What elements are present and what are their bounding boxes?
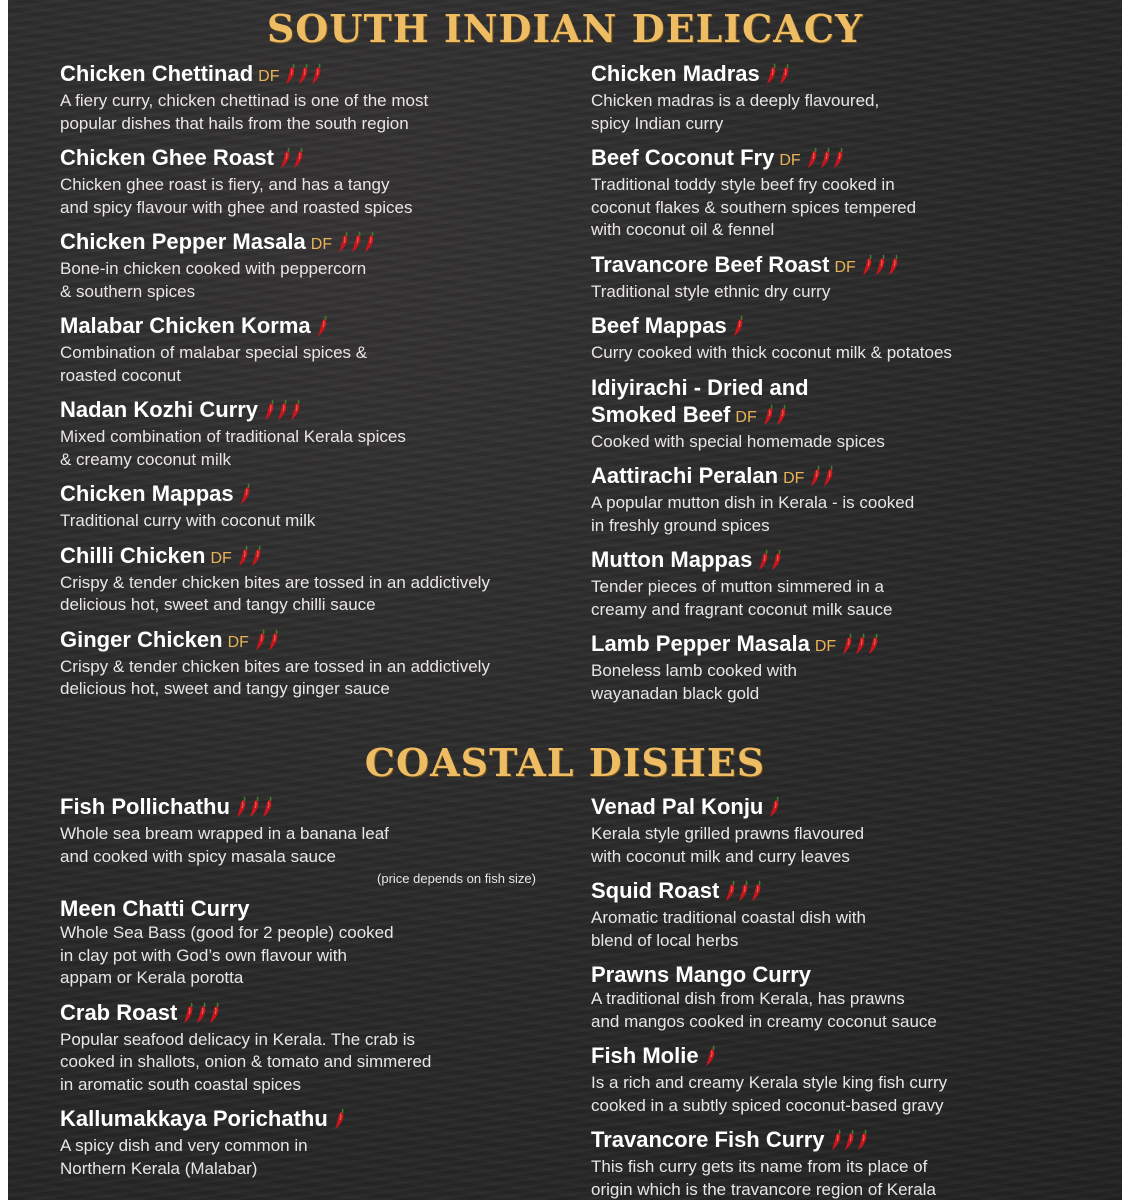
chilli-icon: [238, 545, 249, 567]
dish-description: Chicken ghee roast is fiery, and has a tangy and spicy flavour with ghee and roasted spices: [60, 175, 413, 217]
dish-name: Beef Coconut Fry: [591, 145, 775, 170]
section-title-coastal: COASTAL DISHES: [364, 740, 766, 785]
dish-name-row: [591, 251, 1091, 281]
dish-description: A traditional dish from Kerala, has prawns and mangos cooked in creamy coconut sauce: [591, 989, 937, 1031]
menu-item-beef-mappas: [591, 312, 1091, 365]
dish-name-row: [60, 626, 560, 656]
spice-level: [862, 254, 901, 281]
chilli-icon: [733, 315, 744, 337]
dairy-free-badge: DF: [735, 408, 757, 426]
price-note: (price depends on fish size): [377, 871, 536, 886]
chilli-icon: [857, 1129, 868, 1151]
dish-name-row: [60, 480, 560, 510]
menu-item-nadan-kozhi-curry: [60, 396, 560, 471]
chilli-icon: [868, 633, 879, 655]
dish-name-row: [60, 60, 560, 90]
chilli-icon: [268, 629, 279, 651]
dish-description: Mixed combination of traditional Kerala spices & creamy coconut milk: [60, 427, 406, 469]
chilli-icon: [776, 404, 787, 426]
dish-name-row: [591, 961, 1091, 988]
menu-item-mutton-mappas: [591, 546, 1091, 621]
chilli-icon: [290, 399, 301, 421]
dish-name: Aattirachi Peralan: [591, 463, 779, 488]
dish-description: Whole Sea Bass (good for 2 people) cooked in clay pot with God’s own flavour with appam or Kerala porotta: [60, 923, 394, 987]
chilli-icon: [888, 254, 899, 276]
dish-name: Travancore Beef Roast: [591, 251, 830, 277]
dish-description: Traditional curry with coconut milk: [60, 511, 316, 530]
dish-name: Idiyirachi - Dried and Smoked Beef: [591, 374, 809, 427]
chilli-icon: [751, 880, 762, 902]
dish-description: Is a rich and creamy Kerala style king fish curry cooked in a subtly spiced coconut-based gravy: [591, 1073, 948, 1115]
dairy-free-badge: DF: [210, 549, 232, 567]
chilli-icon: [862, 254, 873, 276]
spice-level: [763, 404, 789, 431]
dish-name-row: [60, 396, 560, 426]
menu-item-chilli-chicken: [60, 542, 560, 617]
dish-name-row: [591, 374, 841, 431]
menu-item-beef-coconut-fry: [591, 144, 1091, 242]
dish-name: Ginger Chicken: [60, 626, 223, 652]
dish-description: Crispy & tender chicken bites are tossed in an addictively delicious hot, sweet and tangy chilli sauce: [60, 572, 490, 614]
dish-name-row: [60, 1105, 540, 1135]
dish-name: Chilli Chicken: [60, 542, 206, 568]
chilli-icon: [855, 633, 866, 655]
menu-item-ginger-chicken: [60, 626, 560, 701]
menu-item-chicken-mappas: [60, 480, 560, 533]
spice-level: [831, 1129, 870, 1156]
menu-item-squid-roast: [591, 877, 1091, 952]
spice-level: [280, 147, 306, 174]
menu-item-travancore-fish-curry: [591, 1126, 1091, 1200]
coastal-left-column: [60, 793, 540, 1189]
spice-level: [758, 549, 784, 576]
dish-description: Popular seafood delicacy in Kerala. The crab is cooked in shallots, onion & tomato and simmered in aromatic south coastal spices: [60, 1029, 432, 1094]
menu-item-aattirachi-peralan: [591, 462, 1091, 537]
menu-item-chicken-chettinad: [60, 60, 560, 135]
chilli-icon: [298, 63, 309, 85]
dish-name: Lamb Pepper Masala: [591, 631, 810, 656]
dish-name-row: [60, 144, 560, 174]
menu-item-kallumakkaya-porichathu: [60, 1105, 540, 1180]
chilli-icon: [317, 315, 328, 337]
spice-level: [769, 796, 782, 823]
chilli-icon: [766, 63, 777, 85]
spice-level: [725, 880, 764, 907]
dish-name-row: [591, 793, 1091, 823]
chilli-icon: [844, 1129, 855, 1151]
chilli-icon: [820, 147, 831, 169]
dish-name-row: [591, 546, 1091, 576]
chilli-icon: [351, 231, 362, 253]
menu-item-malabar-chicken-korma: [60, 312, 560, 387]
dish-name-row: [591, 1042, 1091, 1072]
chilli-icon: [725, 880, 736, 902]
chilli-icon: [277, 399, 288, 421]
spice-level: [733, 315, 746, 342]
chilli-icon: [262, 796, 273, 818]
dish-name: Fish Pollichathu: [60, 794, 230, 819]
dish-name: Nadan Kozhi Curry: [60, 397, 259, 422]
dish-name: Crab Roast: [60, 999, 178, 1025]
dish-name-row: [591, 60, 1091, 90]
chilli-icon: [338, 231, 349, 253]
dish-description: Tender pieces of mutton simmered in a creamy and fragrant coconut milk sauce: [591, 577, 893, 619]
dish-description: Cooked with special homemade spices: [591, 431, 885, 451]
menu-item-fish-pollichathu: [60, 793, 540, 886]
menu-item-lamb-pepper-masala: [591, 630, 1091, 705]
chilli-icon: [264, 399, 275, 421]
chilli-icon: [769, 796, 780, 818]
dish-name: Squid Roast: [591, 878, 720, 903]
chilli-icon: [823, 465, 834, 487]
chilli-icon: [807, 147, 818, 169]
dish-description: Boneless lamb cooked with wayanadan black gold: [591, 661, 798, 703]
spice-level: [766, 63, 792, 90]
dish-name-row: [60, 228, 560, 258]
menu-item-chicken-madras: [591, 60, 1091, 135]
dish-name-row: [591, 312, 1091, 342]
dish-name: Chicken Madras: [591, 61, 760, 86]
chilli-icon: [779, 63, 790, 85]
chilli-icon: [240, 483, 251, 505]
dairy-free-badge: DF: [779, 152, 801, 169]
dish-name: Travancore Fish Curry: [591, 1127, 825, 1152]
dish-name: Venad Pal Konju: [591, 794, 764, 819]
dish-name: Mutton Mappas: [591, 547, 753, 572]
dairy-free-badge: DF: [258, 68, 280, 85]
chilli-icon: [763, 404, 774, 426]
spice-level: [334, 1108, 347, 1135]
chilli-icon: [251, 545, 262, 567]
dairy-free-badge: DF: [783, 470, 805, 487]
dish-description: Aromatic traditional coastal dish with blend of local herbs: [591, 908, 866, 950]
chilli-icon: [705, 1045, 716, 1067]
spice-level: [842, 633, 881, 660]
chilli-icon: [311, 63, 322, 85]
chilli-icon: [875, 254, 886, 276]
menu-board: [8, 0, 1122, 1200]
chilli-icon: [249, 796, 260, 818]
south-indian-right-column: [591, 60, 1091, 714]
dish-name-row: [591, 1126, 1091, 1156]
chilli-icon: [334, 1108, 345, 1130]
chilli-icon: [758, 549, 769, 571]
dish-name-row: [60, 999, 540, 1029]
chilli-icon: [842, 633, 853, 655]
menu-item-meen-chatti-curry: [60, 895, 540, 990]
dish-name: Prawns Mango Curry: [591, 962, 812, 987]
dairy-free-badge: DF: [310, 236, 333, 253]
spice-level: [264, 399, 303, 426]
dish-name-row: [591, 462, 1091, 492]
dish-description: A fiery curry, chicken chettinad is one of the most popular dishes that hails from the south region: [60, 91, 429, 133]
spice-level: [810, 465, 836, 492]
coastal-right-column: [591, 793, 1091, 1200]
spice-level: [238, 545, 264, 572]
dish-name: Kallumakkaya Porichathu: [60, 1106, 328, 1131]
spice-level: [338, 231, 377, 258]
dish-description: Combination of malabar special spices & roasted coconut: [60, 343, 368, 385]
dish-description: Kerala style grilled prawns flavoured with coconut milk and curry leaves: [591, 824, 865, 866]
dairy-free-badge: DF: [834, 258, 856, 276]
chilli-icon: [280, 147, 291, 169]
dish-description: A spicy dish and very common in Northern Kerala (Malabar): [60, 1136, 308, 1178]
dish-name-row: [60, 542, 560, 572]
dish-name: Chicken Ghee Roast: [60, 145, 274, 170]
spice-level: [807, 147, 846, 174]
chilli-icon: [364, 231, 375, 253]
chilli-icon: [831, 1129, 842, 1151]
dish-description: Traditional style ethnic dry curry: [591, 281, 831, 301]
dish-name: Fish Molie: [591, 1043, 699, 1068]
spice-level: [255, 629, 281, 656]
chilli-icon: [196, 1002, 207, 1024]
dish-description: Curry cooked with thick coconut milk & potatoes: [591, 343, 952, 362]
chilli-icon: [255, 629, 266, 651]
dish-description: Chicken madras is a deeply flavoured, spicy Indian curry: [591, 91, 880, 133]
spice-level: [317, 315, 330, 342]
chilli-icon: [293, 147, 304, 169]
chilli-icon: [810, 465, 821, 487]
dish-description: Whole sea bream wrapped in a banana leaf and cooked with spicy masala sauce: [60, 824, 389, 866]
menu-item-prawns-mango-curry: [591, 961, 1091, 1033]
dish-description: A popular mutton dish in Kerala - is cooked in freshly ground spices: [591, 493, 915, 535]
spice-level: [705, 1045, 718, 1072]
menu-item-idiyirachi-dried-and-smoked-beef: [591, 374, 1091, 454]
chilli-icon: [738, 880, 749, 902]
dish-name: Malabar Chicken Korma: [60, 313, 311, 338]
dish-name-row: [60, 895, 540, 922]
dish-description: Traditional toddy style beef fry cooked in coconut flakes & southern spices tempered with coconut oil & fennel: [591, 175, 917, 239]
spice-level: [240, 483, 253, 510]
dairy-free-badge: DF: [814, 638, 837, 655]
chilli-icon: [183, 1002, 194, 1024]
dish-description: Crispy & tender chicken bites are tossed in an addictively delicious hot, sweet and tangy ginger sauce: [60, 656, 490, 698]
dish-name-row: [591, 877, 1091, 907]
spice-level: [236, 796, 275, 823]
chilli-icon: [833, 147, 844, 169]
dish-name: Chicken Pepper Masala: [60, 229, 306, 254]
menu-item-crab-roast: [60, 999, 540, 1097]
menu-item-venad-pal-konju: [591, 793, 1091, 868]
chilli-icon: [209, 1002, 220, 1024]
dish-name: Chicken Chettinad: [60, 61, 254, 86]
menu-item-travancore-beef-roast: [591, 251, 1091, 304]
menu-item-fish-molie: [591, 1042, 1091, 1117]
dish-name-row: [60, 793, 540, 823]
dish-name: Meen Chatti Curry: [60, 896, 250, 921]
dish-name-row: [591, 630, 1091, 660]
dish-name-row: [60, 312, 560, 342]
dish-description: This fish curry gets its name from its place of origin which is the travancore region of Kerala: [591, 1157, 936, 1199]
dish-name: Chicken Mappas: [60, 481, 234, 506]
menu-item-chicken-ghee-roast: [60, 144, 560, 219]
south-indian-left-column: [60, 60, 560, 710]
dish-name-row: [591, 144, 1091, 174]
dish-description: Bone-in chicken cooked with peppercorn & southern spices: [60, 259, 367, 301]
section-title-south-indian: SOUTH INDIAN DELICACY: [266, 6, 864, 51]
chilli-icon: [771, 549, 782, 571]
spice-level: [183, 1002, 222, 1029]
dairy-free-badge: DF: [227, 633, 249, 651]
menu-item-chicken-pepper-masala: [60, 228, 560, 303]
chilli-icon: [285, 63, 296, 85]
dish-name: Beef Mappas: [591, 313, 727, 338]
chilli-icon: [236, 796, 247, 818]
spice-level: [285, 63, 324, 90]
